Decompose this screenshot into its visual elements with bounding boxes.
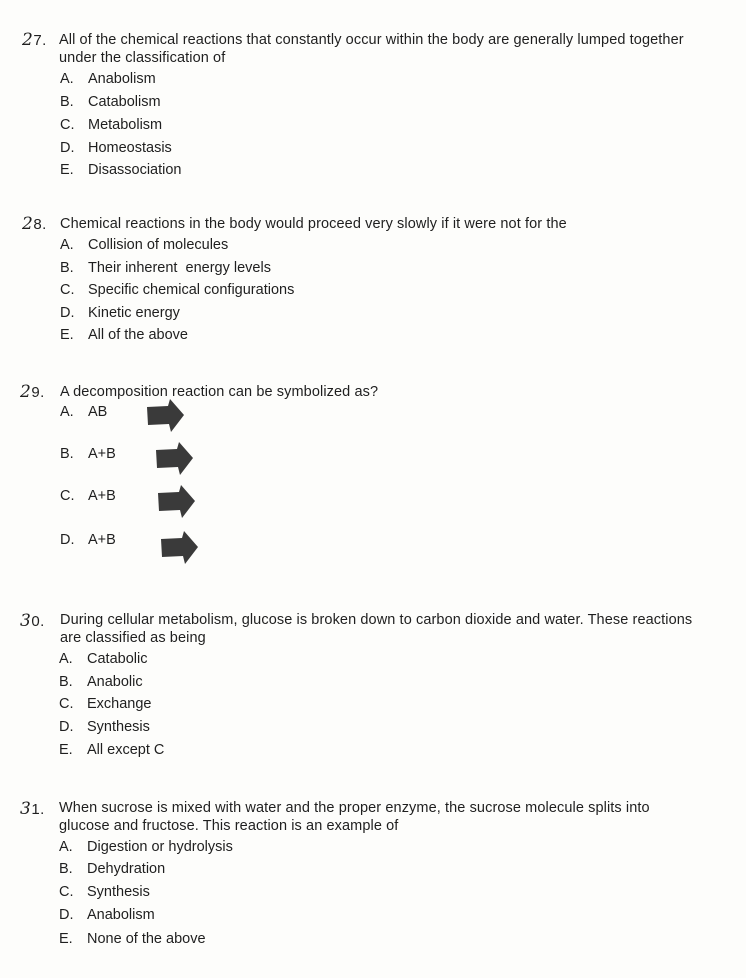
option-a: A. Collision of molecules bbox=[60, 237, 229, 253]
option-b: B. Dehydration bbox=[59, 861, 166, 877]
question-number: 29. bbox=[20, 382, 45, 402]
option-c: C. Metabolism bbox=[60, 117, 163, 133]
question-number: 28. bbox=[22, 214, 47, 234]
option-b: B. Their inherent energy levels bbox=[60, 260, 271, 276]
handwritten-digit: 2 bbox=[22, 30, 34, 50]
question-number: 30. bbox=[20, 611, 45, 631]
reaction-arrow-icon bbox=[157, 484, 197, 520]
option-a: A. Anabolism bbox=[60, 71, 156, 87]
option-d: D. A+B bbox=[60, 532, 116, 548]
reaction-arrow-icon bbox=[160, 530, 200, 566]
question-stem: During cellular metabolism, glucose is broken down to carbon dioxide and water. These reactions are classified as being bbox=[60, 612, 693, 646]
option-a: A. Digestion or hydrolysis bbox=[59, 839, 233, 855]
option-c: C. A+B bbox=[60, 488, 116, 504]
option-e: E. None of the above bbox=[59, 931, 206, 947]
option-e: E. All except C bbox=[59, 742, 165, 758]
reaction-arrow-icon bbox=[155, 441, 195, 477]
question-stem: A decomposition reaction can be symbolized as? bbox=[60, 384, 379, 400]
option-b: B. Catabolism bbox=[60, 94, 161, 110]
option-c: C. Synthesis bbox=[59, 884, 150, 900]
handwritten-digit: 2 bbox=[22, 214, 34, 234]
option-d: D. Anabolism bbox=[59, 907, 155, 923]
option-d: D. Homeostasis bbox=[60, 140, 172, 156]
question-stem: When sucrose is mixed with water and the proper enzyme, the sucrose molecule splits into glucose and fructose. This reaction is an example of bbox=[59, 800, 650, 834]
option-b: B. A+B bbox=[60, 446, 116, 462]
option-c: C. Specific chemical configurations bbox=[60, 282, 295, 298]
question-stem: Chemical reactions in the body would proceed very slowly if it were not for the bbox=[60, 216, 567, 232]
option-a: A. AB bbox=[60, 404, 108, 420]
option-b: B. Anabolic bbox=[59, 674, 143, 690]
reaction-arrow-icon bbox=[146, 398, 186, 434]
option-a: A. Catabolic bbox=[59, 651, 148, 667]
option-d: D. Kinetic energy bbox=[60, 305, 180, 321]
handwritten-digit: 2 bbox=[20, 382, 32, 402]
option-c: C. Exchange bbox=[59, 696, 152, 712]
question-stem: All of the chemical reactions that constantly occur within the body are generally lumped together under the classification of bbox=[59, 32, 684, 66]
option-e: E. Disassociation bbox=[60, 162, 182, 178]
option-d: D. Synthesis bbox=[59, 719, 150, 735]
option-e: E. All of the above bbox=[60, 327, 188, 343]
handwritten-digit: 3 bbox=[20, 799, 32, 819]
question-number: 27. bbox=[22, 30, 47, 50]
question-number: 31. bbox=[20, 799, 45, 819]
handwritten-digit: 3 bbox=[20, 611, 32, 631]
